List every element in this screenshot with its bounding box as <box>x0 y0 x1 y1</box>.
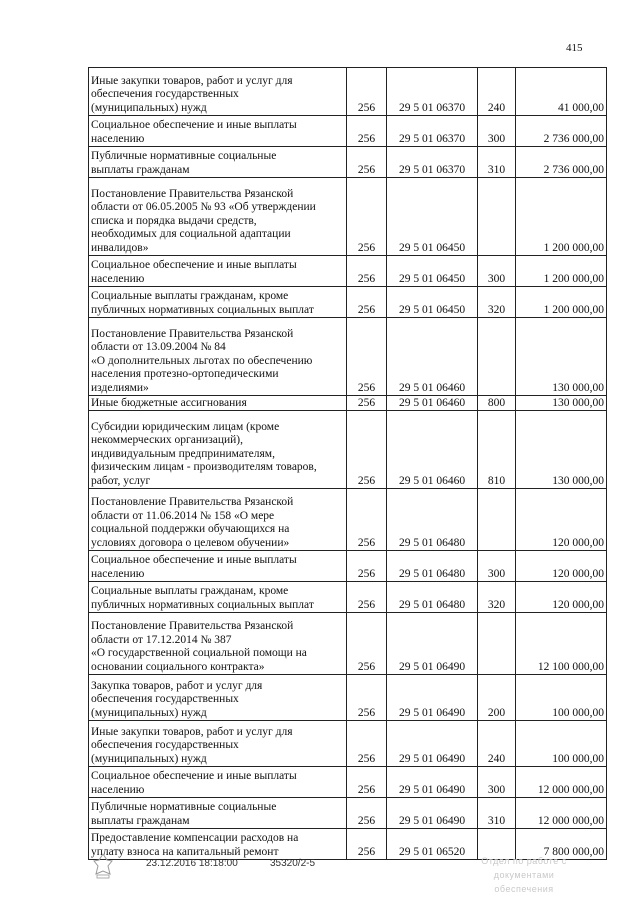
cell-vr: 300 <box>478 256 516 287</box>
cell-gr: 256 <box>347 798 387 829</box>
table-row <box>89 318 607 396</box>
table-row <box>89 582 607 613</box>
cell-vr: 800 <box>478 396 516 411</box>
cell-gr: 256 <box>347 551 387 582</box>
cell-csr: 29 5 01 06370 <box>387 147 478 178</box>
cell-name: Субсидии юридическим лицам (кроме некоммерческих организаций), индивидуальным предпринимателям, физическим лицам - производителям товаров, работ, услуг <box>89 411 347 489</box>
cell-gr: 256 <box>347 178 387 256</box>
cell-vr: 200 <box>478 675 516 721</box>
table-row <box>89 256 607 287</box>
cell-sum: 130 000,00 <box>516 396 607 411</box>
cell-gr: 256 <box>347 287 387 318</box>
footer-doc-number: 35320/2-5 <box>270 858 316 869</box>
cell-vr: 310 <box>478 798 516 829</box>
footer-datetime: 23.12.2016 18:18:00 <box>146 858 238 869</box>
cell-csr: 29 5 01 06480 <box>387 551 478 582</box>
cell-sum: 120 000,00 <box>516 582 607 613</box>
cell-sum: 1 200 000,00 <box>516 287 607 318</box>
table-row <box>89 411 607 489</box>
cell-gr: 256 <box>347 829 387 860</box>
cell-csr: 29 5 01 06490 <box>387 798 478 829</box>
cell-vr: 240 <box>478 721 516 767</box>
cell-vr: 300 <box>478 116 516 147</box>
cell-sum: 130 000,00 <box>516 318 607 396</box>
cell-vr: 810 <box>478 411 516 489</box>
cell-sum: 12 000 000,00 <box>516 798 607 829</box>
cell-csr: 29 5 01 06490 <box>387 675 478 721</box>
table-row <box>89 721 607 767</box>
cell-name: Социальное обеспечение и иные выплаты населению <box>89 551 347 582</box>
cell-name: Социальное обеспечение и иные выплаты населению <box>89 256 347 287</box>
cell-name: Социальные выплаты гражданам, кроме публичных нормативных социальных выплат <box>89 582 347 613</box>
cell-gr: 256 <box>347 256 387 287</box>
cell-gr: 256 <box>347 411 387 489</box>
cell-sum: 120 000,00 <box>516 489 607 551</box>
cell-name: Социальное обеспечение и иные выплаты населению <box>89 116 347 147</box>
cell-sum: 130 000,00 <box>516 411 607 489</box>
table-row <box>89 767 607 798</box>
coat-of-arms-icon <box>92 852 114 880</box>
cell-name: Постановление Правительства Рязанской области от 17.12.2014 № 387 «О государственной социальной помощи на основании социального контракта» <box>89 613 347 675</box>
cell-csr: 29 5 01 06480 <box>387 582 478 613</box>
cell-csr: 29 5 01 06450 <box>387 287 478 318</box>
cell-csr: 29 5 01 06520 <box>387 829 478 860</box>
cell-vr: 320 <box>478 287 516 318</box>
table-row <box>89 396 607 411</box>
cell-sum: 100 000,00 <box>516 675 607 721</box>
cell-vr: 240 <box>478 68 516 116</box>
table-row <box>89 675 607 721</box>
cell-csr: 29 5 01 06450 <box>387 256 478 287</box>
cell-name: Публичные нормативные социальные выплаты гражданам <box>89 798 347 829</box>
cell-gr: 256 <box>347 582 387 613</box>
cell-name: Социальные выплаты гражданам, кроме публичных нормативных социальных выплат <box>89 287 347 318</box>
cell-csr: 29 5 01 06370 <box>387 116 478 147</box>
cell-sum: 7 800 000,00 <box>516 829 607 860</box>
cell-gr: 256 <box>347 116 387 147</box>
table-row <box>89 798 607 829</box>
cell-sum: 120 000,00 <box>516 551 607 582</box>
cell-csr: 29 5 01 06450 <box>387 178 478 256</box>
cell-name: Иные бюджетные ассигнования <box>89 396 347 411</box>
cell-gr: 256 <box>347 675 387 721</box>
cell-csr: 29 5 01 06370 <box>387 68 478 116</box>
cell-name: Постановление Правительства Рязанской области от 11.06.2014 № 158 «О мере социальной поддержки обучающихся на условиях договора о целевом обучении» <box>89 489 347 551</box>
cell-sum: 100 000,00 <box>516 721 607 767</box>
cell-vr <box>478 178 516 256</box>
cell-name: Постановление Правительства Рязанской области от 13.09.2004 № 84 «О дополнительных льготах по обеспечению населения протезно-ортопедическими изделиями» <box>89 318 347 396</box>
cell-gr: 256 <box>347 613 387 675</box>
cell-sum: 1 200 000,00 <box>516 178 607 256</box>
stamp-line-2: обеспечения <box>494 884 554 894</box>
table-row <box>89 178 607 256</box>
cell-gr: 256 <box>347 721 387 767</box>
cell-gr: 256 <box>347 68 387 116</box>
cell-name: Иные закупки товаров, работ и услуг для обеспечения государственных (муниципальных) нужд <box>89 68 347 116</box>
stamp-line-1: Отдел по работе с документами <box>481 856 567 880</box>
cell-name: Публичные нормативные социальные выплаты гражданам <box>89 147 347 178</box>
page-number: 415 <box>566 42 583 54</box>
cell-sum: 12 100 000,00 <box>516 613 607 675</box>
table-row <box>89 287 607 318</box>
table-row <box>89 116 607 147</box>
cell-sum: 1 200 000,00 <box>516 256 607 287</box>
cell-name: Социальное обеспечение и иные выплаты населению <box>89 767 347 798</box>
cell-sum: 12 000 000,00 <box>516 767 607 798</box>
cell-name: Предоставление компенсации расходов на уплату взноса на капитальный ремонт <box>89 829 347 860</box>
cell-gr: 256 <box>347 318 387 396</box>
cell-name: Иные закупки товаров, работ и услуг для обеспечения государственных (муниципальных) нужд <box>89 721 347 767</box>
cell-vr: 320 <box>478 582 516 613</box>
cell-vr <box>478 613 516 675</box>
cell-vr <box>478 489 516 551</box>
cell-gr: 256 <box>347 147 387 178</box>
cell-sum: 2 736 000,00 <box>516 116 607 147</box>
cell-gr: 256 <box>347 489 387 551</box>
cell-csr: 29 5 01 06480 <box>387 489 478 551</box>
footer-stamp <box>450 854 598 896</box>
cell-name: Постановление Правительства Рязанской области от 06.05.2005 № 93 «Об утверждении списка и порядка выдачи средств, необходимых для социальной адаптации инвалидов» <box>89 178 347 256</box>
cell-sum: 2 736 000,00 <box>516 147 607 178</box>
table-row <box>89 489 607 551</box>
cell-gr: 256 <box>347 396 387 411</box>
cell-vr: 310 <box>478 147 516 178</box>
cell-csr: 29 5 01 06460 <box>387 411 478 489</box>
budget-table <box>88 67 607 860</box>
cell-name: Закупка товаров, работ и услуг для обеспечения государственных (муниципальных) нужд <box>89 675 347 721</box>
table-row <box>89 613 607 675</box>
cell-gr: 256 <box>347 767 387 798</box>
cell-csr: 29 5 01 06460 <box>387 396 478 411</box>
cell-vr <box>478 318 516 396</box>
cell-sum: 41 000,00 <box>516 68 607 116</box>
cell-csr: 29 5 01 06490 <box>387 721 478 767</box>
cell-csr: 29 5 01 06490 <box>387 613 478 675</box>
table-row <box>89 551 607 582</box>
cell-csr: 29 5 01 06490 <box>387 767 478 798</box>
table-row <box>89 68 607 116</box>
cell-vr: 300 <box>478 551 516 582</box>
cell-vr: 300 <box>478 767 516 798</box>
cell-csr: 29 5 01 06460 <box>387 318 478 396</box>
table-row <box>89 147 607 178</box>
